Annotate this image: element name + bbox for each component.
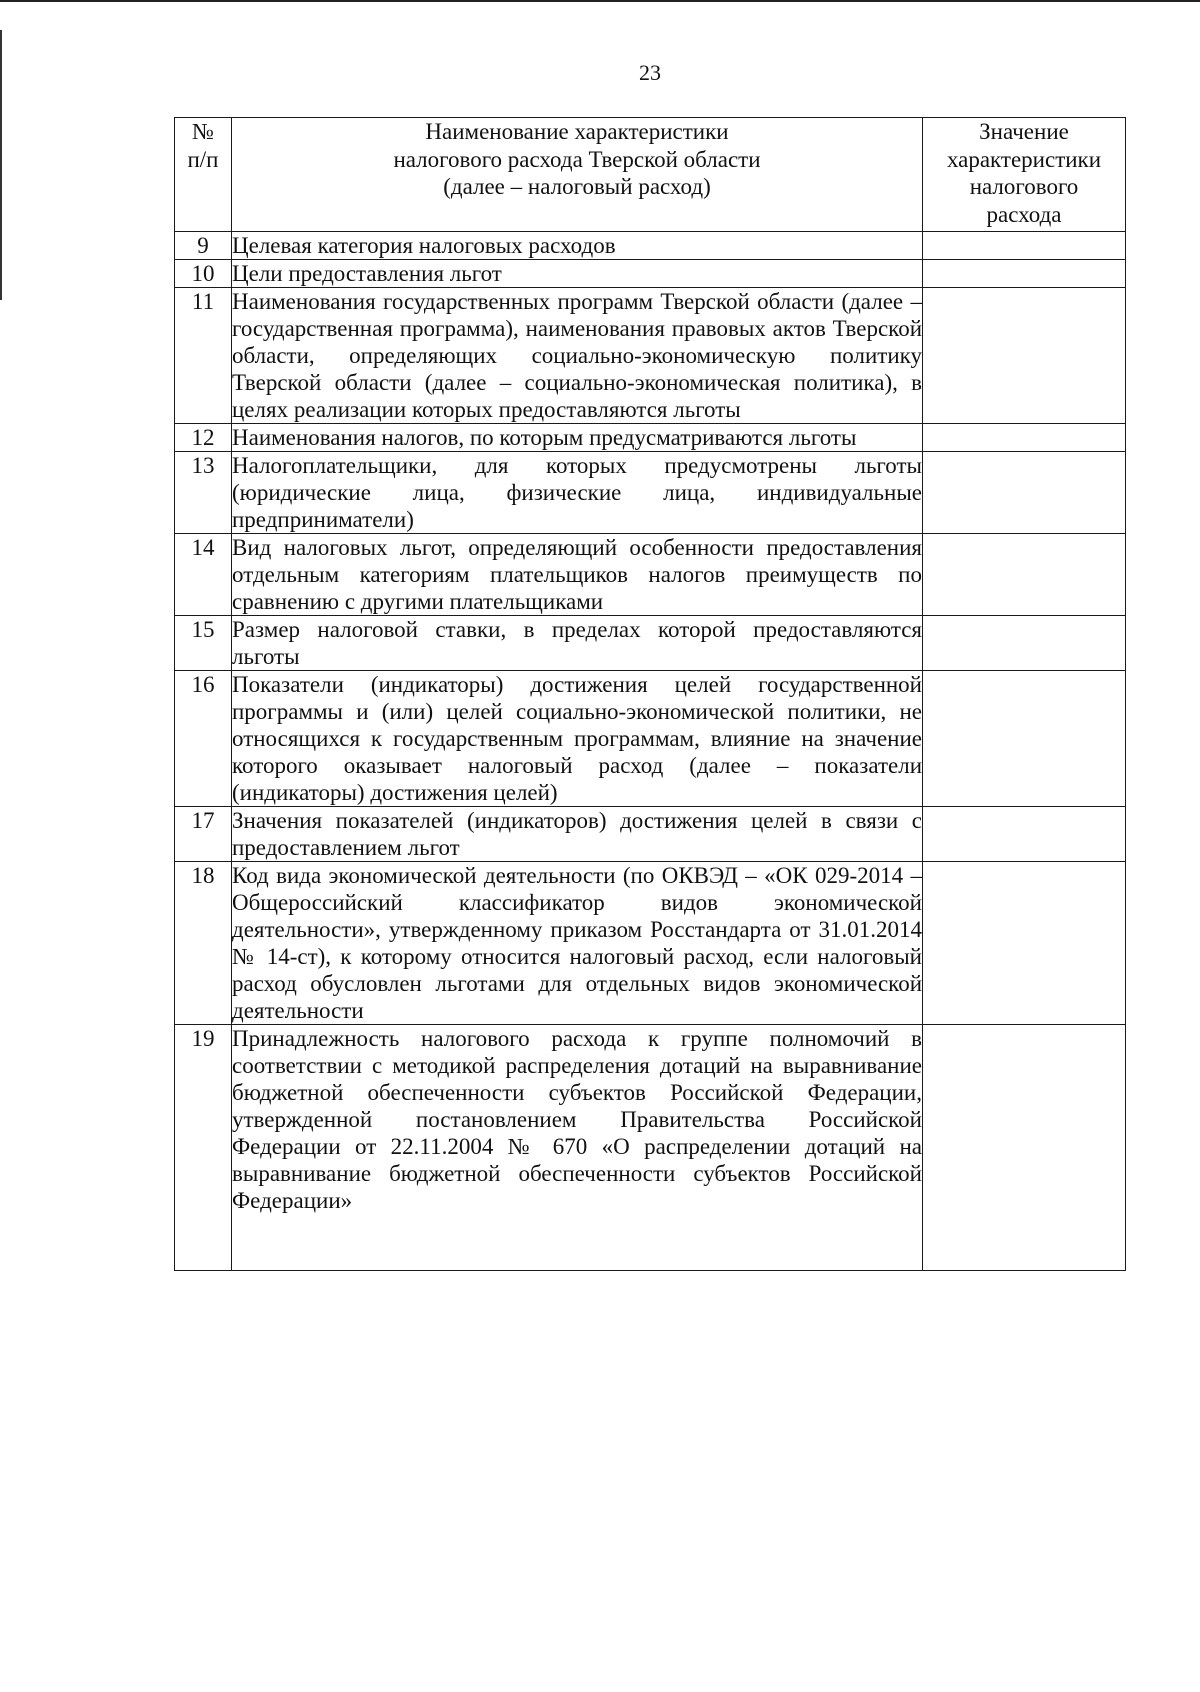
row-value-cell xyxy=(923,424,1126,452)
row-value-cell xyxy=(923,260,1126,288)
header-name-cell xyxy=(232,118,923,232)
row-number: 17 xyxy=(175,807,232,862)
page-number: 23 xyxy=(639,60,661,85)
tax-expense-characteristics-table xyxy=(174,117,1126,1271)
row-characteristic-name: Целевая категория налоговых расходов xyxy=(232,232,923,260)
table-row xyxy=(175,671,1126,807)
row-number: 11 xyxy=(175,288,232,424)
row-number: 14 xyxy=(175,534,232,616)
row-value-cell xyxy=(923,452,1126,534)
row-characteristic-name: Цели предоставления льгот xyxy=(232,260,923,288)
table-row xyxy=(175,260,1126,288)
row-characteristic-name: Код вида экономической деятельности (по ОКВЭД – «ОК 029-2014 – Общероссийский классификатор видов экономической деятельности», утвержденному приказом Росстандарта от 31.01.2014 № 14-ст), к которому относится налоговый расход, если налоговый расход обусловлен льготами для отдельных видов экономической деятельности xyxy=(232,863,922,1023)
header-number-line: п/п xyxy=(187,146,219,172)
row-number: 16 xyxy=(175,671,232,807)
table-row xyxy=(175,424,1126,452)
header-value-cell xyxy=(923,118,1126,232)
table-row xyxy=(175,862,1126,1025)
row-number: 19 xyxy=(175,1025,232,1271)
header-number-cell xyxy=(175,118,232,232)
row-value-cell xyxy=(923,534,1126,616)
row-number: 12 xyxy=(175,424,232,452)
row-value-cell xyxy=(923,232,1126,260)
row-value-cell xyxy=(923,616,1126,671)
row-characteristic-name: Наименования государственных программ Тверской области (далее – государственная программа), наименования правовых актов Тверской области, определяющих социально-экономическую политику Тверской области (далее – социально-экономическая политика), в целях реализации которых предоставляются льготы xyxy=(232,289,922,422)
row-value-cell xyxy=(923,862,1126,1025)
header-value-line: расхода xyxy=(986,201,1062,227)
header-number-line: № xyxy=(192,119,214,144)
table-row xyxy=(175,232,1126,260)
table-row xyxy=(175,616,1126,671)
row-characteristic-name: Размер налоговой ставки, в пределах которой предоставляются льготы xyxy=(232,617,922,669)
row-characteristic-name: Наименования налогов, по которым предусматриваются льготы xyxy=(232,424,923,452)
header-value-line: налогового xyxy=(969,174,1079,199)
table-row xyxy=(175,534,1126,616)
row-value-cell xyxy=(923,671,1126,807)
table-row xyxy=(175,1025,1126,1271)
table-row xyxy=(175,807,1126,862)
scan-border-top xyxy=(0,0,1200,2)
row-characteristic-name: Налогоплательщики, для которых предусмотрены льготы (юридические лица, физические лица, индивидуальные предприниматели) xyxy=(232,453,922,532)
row-characteristic-name: Принадлежность налогового расхода к группе полномочий в соответствии с методикой распределения дотаций на выравнивание бюджетной обеспеченности субъектов Российской Федерации, утвержденной постановлением Правительства Российской Федерации от 22.11.2004 № 670 «О распределении дотаций на выравнивание бюджетной обеспеченности субъектов Российской Федерации» xyxy=(232,1025,923,1271)
table-header-row xyxy=(175,118,1126,232)
row-number: 18 xyxy=(175,862,232,1025)
row-characteristic-name: Вид налоговых льгот, определяющий особенности предоставления отдельным категориям плательщиков налогов преимуществ по сравнению с другими плательщиками xyxy=(232,535,922,614)
row-characteristic-name: Значения показателей (индикаторов) достижения целей в связи с предоставлением льгот xyxy=(232,808,922,860)
row-number: 13 xyxy=(175,452,232,534)
row-number: 15 xyxy=(175,616,232,671)
row-value-cell xyxy=(923,288,1126,424)
header-name-line: (далее – налоговый расход) xyxy=(443,174,711,199)
table-row xyxy=(175,452,1126,534)
row-value-cell xyxy=(923,1025,1126,1271)
header-name-line: налогового расхода Тверской области xyxy=(393,146,761,172)
header-value-line: характеристики xyxy=(946,146,1102,172)
row-value-cell xyxy=(923,807,1126,862)
table-row xyxy=(175,288,1126,424)
row-number: 10 xyxy=(175,260,232,288)
row-number: 9 xyxy=(175,232,232,260)
header-name-line: Наименование характеристики xyxy=(425,119,729,144)
header-value-line: Значение xyxy=(979,119,1069,144)
row-characteristic-name: Показатели (индикаторы) достижения целей государственной программы и (или) целей социально-экономической политики, не относящихся к государственным программам, влияние на значение которого оказывает налоговый расход (далее – показатели (индикаторы) достижения целей) xyxy=(232,672,922,805)
